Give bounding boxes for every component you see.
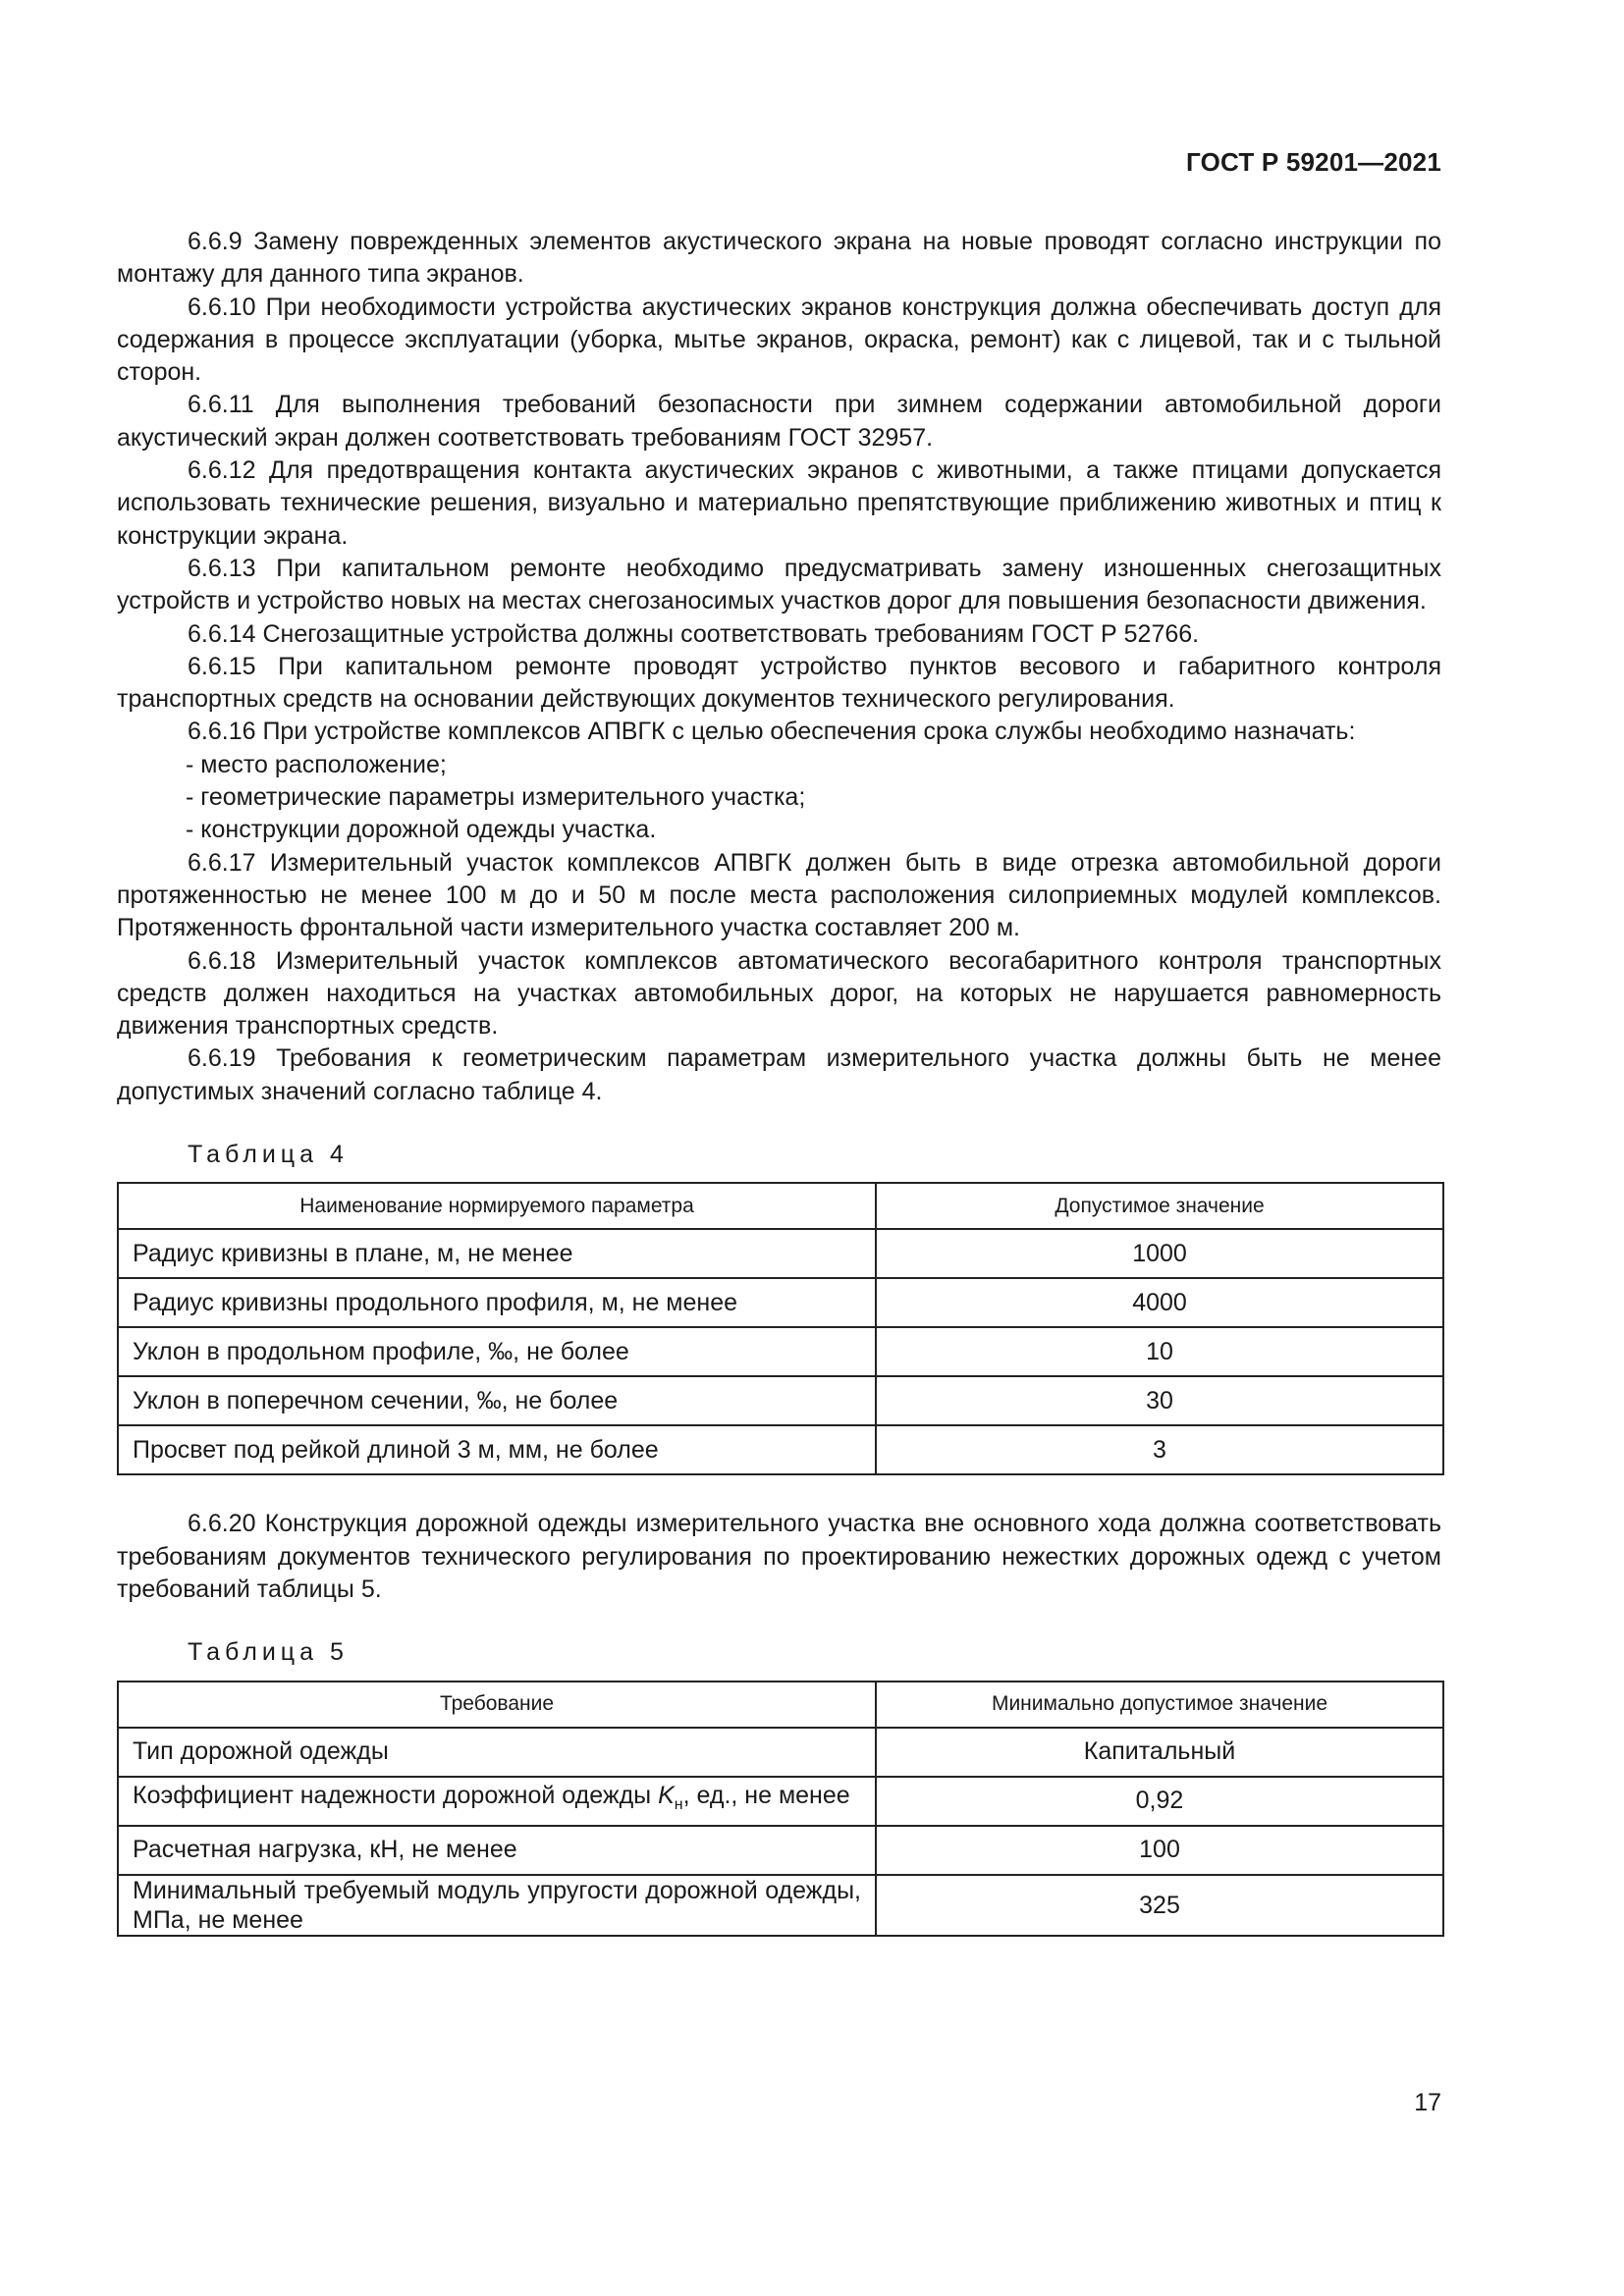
- table-cell: 4000: [876, 1278, 1443, 1327]
- table-cell: Радиус кривизны в плане, м, не менее: [118, 1229, 876, 1278]
- table-5: [117, 1681, 1444, 1937]
- coefficient-subscript: н: [674, 1796, 683, 1814]
- table-cell: 325: [876, 1875, 1443, 1936]
- page-number: 17: [1414, 2089, 1441, 2116]
- paragraph-6-6-16: 6.6.16 При устройстве комплексов АПВГК с целью обеспечения срока службы необходимо назначать:: [188, 718, 1356, 746]
- table-header-row: [118, 1682, 1443, 1728]
- coefficient-label: Коэффициент надежности дорожной одежды: [133, 1782, 659, 1810]
- table-cell: Уклон в продольном профиле, ‰, не более: [118, 1327, 876, 1376]
- document-code-header: ГОСТ Р 59201—2021: [1186, 147, 1441, 177]
- list-item: - конструкции дорожной одежды участка.: [186, 816, 657, 844]
- table-header-cell: Минимально допустимое значение: [876, 1682, 1443, 1728]
- paragraph-6-6-15: 6.6.15 При капитальном ремонте проводят устройство пунктов весового и габаритного контроля транспортных средств на основании действующих документов технического регулирования.: [117, 652, 1441, 714]
- table-cell: Расчетная нагрузка, кН, не менее: [118, 1826, 876, 1875]
- table-4-caption: Таблица 4: [188, 1141, 349, 1169]
- paragraph-6-6-14: 6.6.14 Снегозащитные устройства должны соответствовать требованиям ГОСТ Р 52766.: [188, 619, 1200, 648]
- table-row: [118, 1728, 1443, 1777]
- table-cell: Тип дорожной одежды: [118, 1728, 876, 1777]
- table-row: [118, 1278, 1443, 1327]
- table-cell: 30: [876, 1376, 1443, 1425]
- paragraph-6-6-9: 6.6.9 Замену поврежденных элементов акустического экрана на новые проводят согласно инструкции по монтажу для данного типа экранов.: [117, 228, 1441, 289]
- table-cell: 0,92: [876, 1777, 1443, 1826]
- table-header-cell: Допустимое значение: [876, 1183, 1443, 1229]
- table-cell: 1000: [876, 1229, 1443, 1278]
- coefficient-symbol: K: [658, 1782, 675, 1810]
- table-cell: Уклон в поперечном сечении, ‰, не более: [118, 1376, 876, 1425]
- paragraph-6-6-10: 6.6.10 При необходимости устройства акустических экранов конструкция должна обеспечивать доступ для содержания в процессе эксплуатации (уборка, мытье экранов, окраска, ремонт) как с лицевой, так и с тыльной сторон.: [117, 293, 1441, 387]
- list-item: - место расположение;: [186, 750, 447, 778]
- table-cell: 10: [876, 1327, 1443, 1376]
- table-header-cell: Наименование нормируемого параметра: [118, 1183, 876, 1229]
- paragraph-6-6-13: 6.6.13 При капитальном ремонте необходимо предусматривать замену изношенных снегозащитных устройств и устройство новых на местах снегозаносимых участков дорог для повышения безопасности движения.: [117, 554, 1441, 615]
- table-row: [118, 1425, 1443, 1474]
- list-item: - геометрические параметры измерительного участка;: [186, 783, 806, 812]
- paragraph-6-6-12: 6.6.12 Для предотвращения контакта акустических экранов с животными, а также птицами допускается использовать технические решения, визуально и материально препятствующие приближению животных и птиц к конструкции экрана.: [117, 456, 1441, 550]
- table-4: [117, 1182, 1444, 1475]
- table-row: [118, 1826, 1443, 1875]
- table-cell: Минимальный требуемый модуль упругости дорожной одежды, МПа, не менее: [118, 1875, 876, 1936]
- table-header-row: [118, 1183, 1443, 1229]
- table-cell: Капитальный: [876, 1728, 1443, 1777]
- body-text: [117, 226, 1441, 1937]
- table-5-caption: Таблица 5: [188, 1638, 349, 1667]
- table-cell: [118, 1777, 876, 1826]
- paragraph-6-6-17: 6.6.17 Измерительный участок комплексов АПВГК должен быть в виде отрезка автомобильной дороги протяженностью не менее 100 м до и 50 м после места расположения силоприемных модулей комплексов. Протяженность фронтальной части измерительного участка составляет 200 м.: [117, 848, 1441, 942]
- table-row: [118, 1777, 1443, 1826]
- table-row: [118, 1875, 1443, 1936]
- table-row: [118, 1327, 1443, 1376]
- table-cell: Радиус кривизны продольного профиля, м, не менее: [118, 1278, 876, 1327]
- paragraph-6-6-19: 6.6.19 Требования к геометрическим параметрам измерительного участка должны быть не менее допустимых значений согласно таблице 4.: [117, 1044, 1441, 1105]
- table-row: [118, 1376, 1443, 1425]
- table-cell: 100: [876, 1826, 1443, 1875]
- coefficient-suffix: , ед., не менее: [682, 1782, 850, 1810]
- paragraph-6-6-18: 6.6.18 Измерительный участок комплексов автоматического весогабаритного контроля транспортных средств должен находиться на участках автомобильных дорог, на которых не нарушается равномерность движения транспортных средств.: [117, 946, 1441, 1041]
- table-row: [118, 1229, 1443, 1278]
- paragraph-6-6-20: 6.6.20 Конструкция дорожной одежды измерительного участка вне основного хода должна соответствовать требованиям документов технического регулирования по проектированию нежестких дорожных одежд с учетом требований таблицы 5.: [117, 1510, 1441, 1603]
- table-cell: 3: [876, 1425, 1443, 1474]
- table-cell: Просвет под рейкой длиной 3 м, мм, не более: [118, 1425, 876, 1474]
- paragraph-6-6-11: 6.6.11 Для выполнения требований безопасности при зимнем содержании автомобильной дороги акустический экран должен соответствовать требованиям ГОСТ 32957.: [117, 391, 1441, 452]
- table-header-cell: Требование: [118, 1682, 876, 1728]
